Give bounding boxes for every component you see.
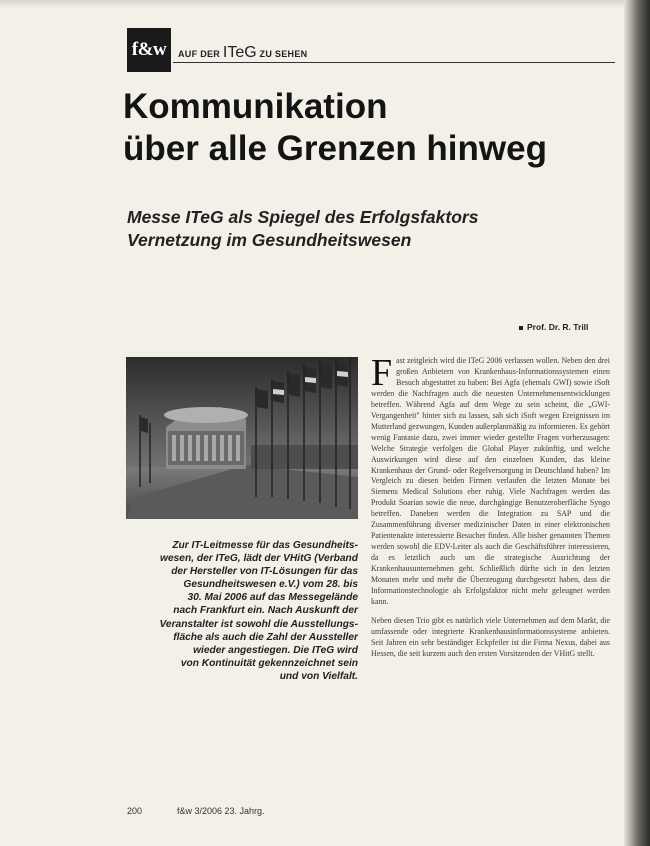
caption-line: Gesundheitswesen e.V.) vom 28. bis — [183, 579, 358, 591]
caption-line: von Kontinuität gekennzeichnet sein — [180, 657, 358, 669]
caption-line: 30. Mai 2006 auf das Messegelände — [187, 592, 358, 604]
author-name: Prof. Dr. R. Trill — [527, 322, 589, 332]
caption-line: der Hersteller von IT-Lösungen für das — [171, 566, 358, 578]
magazine-logo: f&w — [127, 28, 171, 72]
article-body — [371, 352, 610, 660]
messe-photo — [126, 357, 358, 519]
rubric-divider — [173, 62, 615, 63]
caption-line: und von Vielfalt. — [279, 670, 358, 682]
page-gutter-shadow — [624, 0, 650, 846]
rubric-iteg: ITeG — [222, 44, 257, 61]
page-number: 200 — [127, 806, 143, 816]
subtitle-line-1: Messe ITeG als Spiegel des Erfolgsfaktors — [127, 207, 479, 227]
subtitle-line-2: Vernetzung im Gesundheitswesen — [127, 230, 412, 250]
section-rubric — [178, 44, 307, 62]
author-byline — [519, 322, 588, 332]
journal-issue: f&w 3/2006 23. Jahrg. — [177, 806, 265, 816]
article-subtitle — [127, 206, 597, 252]
drop-cap: F — [371, 352, 393, 394]
caption-line: Zur IT-Leitmesse für das Gesundheits- — [172, 540, 358, 551]
title-line-1: Kommunikation — [123, 87, 388, 126]
photo-caption — [126, 539, 358, 683]
rubric-suffix: ZU SEHEN — [259, 49, 308, 59]
rubric-prefix: AUF DER — [178, 49, 221, 59]
page-top-shadow — [0, 0, 650, 8]
messe-hall-image — [126, 357, 358, 519]
body-paragraph-2: Neben diesen Trio gibt es natürlich viele Unternehmen auf dem Markt, die umfassende oder integrierte Krankenhausinformationssysteme anbieten. Seit Jahren ein sehr beständiger Eckpfeiler ist die Firma Nexus, dabei aus Hessen, die seit kurzem auch den ersten Vorsitzenden der VHitG stellt. — [371, 615, 610, 658]
caption-line: fläche als auch die Zahl der Aussteller — [173, 631, 358, 643]
caption-line: nach Frankfurt ein. Nach Auskunft der — [173, 605, 358, 617]
caption-line: wesen, der ITeG, lädt der VHitG (Verband — [160, 553, 358, 565]
caption-line: wieder angestiegen. Die ITeG wird — [193, 644, 358, 656]
caption-line: Veranstalter ist sowohl die Ausstellungs- — [159, 618, 358, 630]
article-title — [123, 86, 603, 170]
bullet-icon — [519, 326, 523, 330]
body-paragraph-1-text: ast zeitgleich wird die ITeG 2006 verlassen wollen. Neben den drei großen Anbietern von Krankenhaus-Informationssystemen einen Besuch abgestattet zu haben: Bei Agfa (ehemals GWI) sowie iSoft werden die Nachfragen auch die neuesten Unternehmensentwicklungen betreffen. Während Agfa auf dem Wege zu sein scheint, die „GWI-Vergangenheit" hinter sich zu lassen, sah sich iSoft wegen Ereignissen im Mutterland gezwungen, Kunden außerplanmäßig zu informieren. Es gehört wenig Fantasie dazu, zwei immer wieder gestellte Fragen vorherzusagen: Welche Strategie verfolgen die Global Player zukünftig, und welche Auswirkungen wird diese auf den einzelnen Kunden, das kleine Krankenhaus der Grund- oder Regelversorgung in Deutschland haben? Im Vergleich zu diesen beiden Firmen verlaufen die letzten Monate bei Siemens Medical Solutions eher ruhig. Viele Nachfragen werden das Produkt Soarian sowie die neue, durchgängige Benutzeroberfläche Syngo betreffen. Daneben werden die Integration zu SAP und die Zusammenführung diverser medizinischer Daten in einer elektronischen Patientenakte interessierte Besucher finden. Alle bisher genannten Themen werden sowohl die EDV-Leiter als auch die Geschäftsführer interessieren, da es letztlich auch um die strategische Ausrichtung der Krankenhausunternehmen geht. Schließlich dürfte sich in den letzten Monaten mehr und mehr die Überzeugung durchgesetzt haben, dass die Informationstechnologie als Erfolgsfaktor nicht mehr geleugnet werden kann. — [371, 356, 610, 606]
title-line-2: über alle Grenzen hinweg — [123, 129, 547, 168]
page-footer — [127, 806, 265, 816]
body-paragraph-1 — [371, 352, 610, 608]
